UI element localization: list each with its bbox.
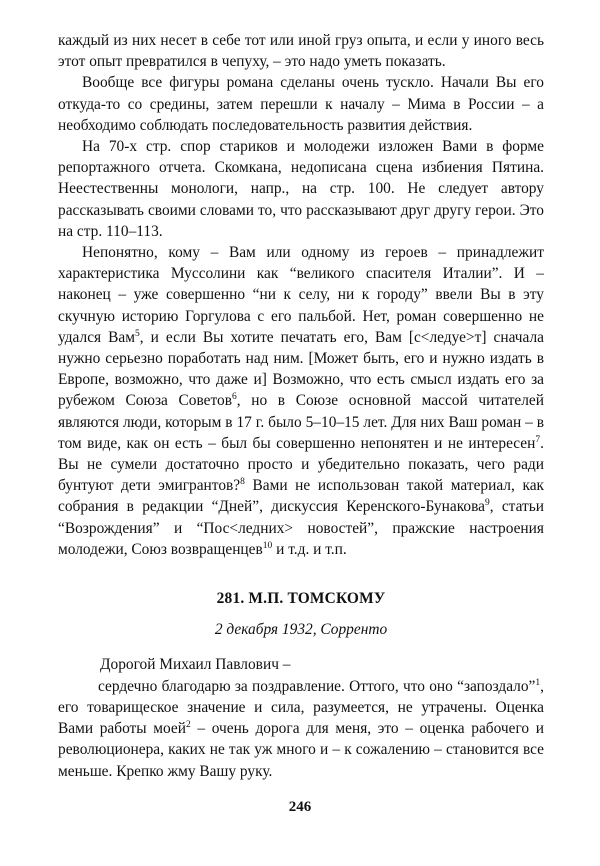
footnote-ref: 2 [185, 719, 191, 730]
text-segment: сердечно благодарю за поздравление. Оттого, что оно “запоздало” [98, 677, 536, 695]
footnote-ref: 8 [240, 477, 245, 488]
paragraph-figures: Вообще все фигуры романа сделаны очень тускло. Начали Вы его откуда-то со средины, затем перешли к началу – Мима в России – а необходимо соблюдать последовательность развития действия. [58, 74, 544, 134]
text-segment: . Вы не сумели достаточно просто и убедительно показать, чего ради бунтуют дети эмигрантов? [58, 434, 544, 495]
letter-body [58, 676, 544, 782]
letter-title: 281. М.П. ТОМСКОМУ [216, 590, 386, 608]
paragraph-continuation: каждый из них несет в себе тот или иной груз опыта, и если у иного весь этот опыт превратился в чепуху, – это надо уметь показать. [58, 32, 544, 71]
footnote-ref: 9 [484, 498, 490, 509]
text-segment: Вами не использован такой материал, как собрания в редакции “Дней”, дискуссия Керенского-Бунакова [58, 477, 545, 516]
text-segment: Непонятно, кому – Вам или одному из героев – принадлежит характеристика Муссолини как “великого спасителя Италии”. И – наконец – уже совершенно “ни к селу, ни к городу” ввели Вы в эту скучную историю Горгулова с его пальбой. Нет, роман совершенно не удался Вам [58, 244, 544, 346]
document-page [58, 30, 544, 782]
text-segment: , статьи “Возрождения” и “Пос<ледних> новостей”, пражские настроения молодежи, Союз возвращенцев [58, 498, 544, 558]
footnote-ref: 7 [535, 434, 541, 445]
text-segment: , но в Союзе основной массой читателей являются люди, которым в 17 г. было 5–10–15 лет. Для них Ваш роман – в том виде, как он есть – был бы совершенно непонятен и не интересен [58, 392, 545, 452]
letter-greeting: Дорогой Михаил Павлович – [100, 656, 291, 674]
text-segment: – очень дорога для меня, это – оценка рабочего и революционера, каких не так уж много и – к сожалению – становится все меньше. Крепко жму Вашу руку. [58, 720, 545, 780]
paragraph-page-70: На 70-х стр. спор стариков и молодежи изложен Вами в форме репортажного отчета. Скомкана, недописана сцена избиения Пятина. Неестественны монологи, напр., на стр. 100. Не следует автору рассказывать своими словами то, что рассказывают друг другу герои. Это на стр. 110–113. [58, 138, 544, 240]
letter-date: 2 декабря 1932, Сорренто [214, 621, 388, 639]
footnote-ref: 1 [535, 677, 541, 688]
footnote-ref: 10 [262, 540, 273, 551]
paragraph-mussolini [58, 242, 544, 560]
text-segment: и т.д. и т.п. [272, 540, 347, 558]
footnote-ref: 6 [231, 392, 237, 403]
text-segment: , его товарищеское значение и сила, разумеется, не утрачены. Оценка Вами работы моей [58, 677, 544, 738]
footnote-ref: 5 [134, 328, 140, 339]
page-number: 246 [288, 799, 312, 815]
text-segment: , и если Вы хотите печатать его, Вам [с<ледуе>т] сначала нужно серьезно поработать над ним. [Может быть, его и нужно издать в Европе, возможно, что даже и] Возможно, что есть смысл издать его за рубежом Союза Советов [58, 328, 544, 410]
